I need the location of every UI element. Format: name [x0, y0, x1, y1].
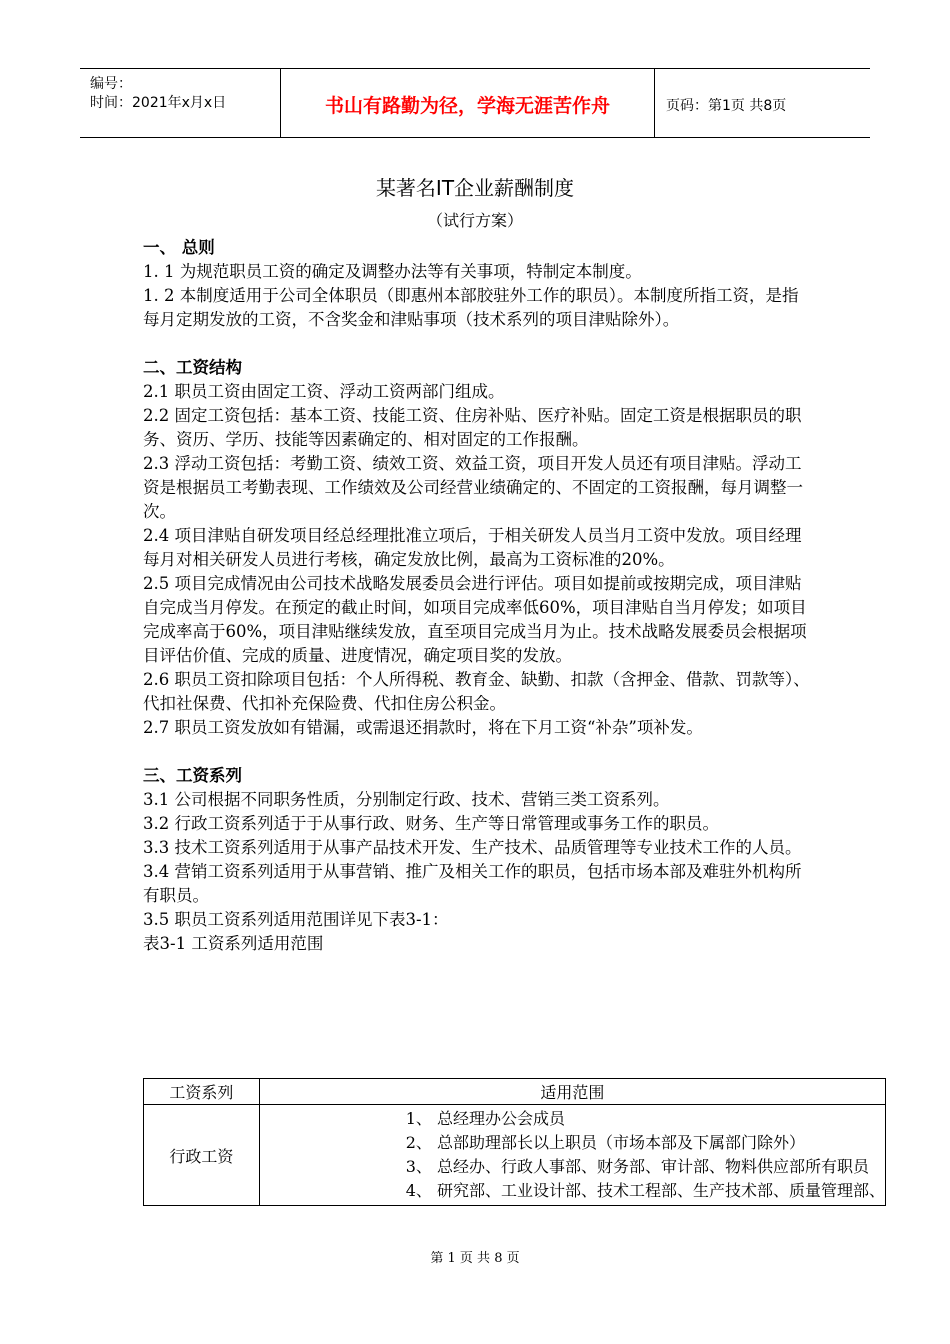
paragraph: 3.2 行政工资系列适于于从事行政、财务、生产等日常管理或事务工作的职员。: [143, 814, 719, 833]
scope-item: 4、 研究部、工业设计部、技术工程部、生产技术部、质量管理部、: [405, 1181, 885, 1200]
scope-item: 2、 总部助理部长以上职员（市场本部及下属部门除外）: [405, 1133, 805, 1152]
paragraph: 2.3 浮动工资包括：考勤工资、绩效工资、效益工资，项目开发人员还有项目津贴。浮动工资是根据员工考勤表现、工作绩效及公司经营业绩确定的、不固定的工资报酬，每月调整一次。: [143, 454, 803, 521]
paragraph: 2.5 项目完成情况由公司技术战略发展委员会进行评估。项目如提前或按期完成，项目津贴自完成当月停发。在预定的截止时间，如项目完成率低60%，项目津贴自当月停发；如项目完成率高于60%，项目津贴继续发放，直至项目完成当月为止。技术战略发展委员会根据项目评估价值、完成的质量、进度情况，确定项目奖的发放。: [143, 574, 807, 665]
section-heading: 一、 总则: [143, 238, 215, 257]
table-cell-category: 行政工资: [144, 1105, 260, 1206]
paragraph: 2.1 职员工资由固定工资、浮动工资两部门组成。: [143, 382, 505, 401]
paragraph: 2.4 项目津贴自研发项目经总经理批准立项后，于相关研发人员当月工资中发放。项目经理每月对相关研发人员进行考核，确定发放比例，最高为工资标准的20%。: [143, 526, 802, 569]
table-header-series: 工资系列: [144, 1079, 260, 1105]
header-meta: [90, 75, 226, 113]
scope-item: 3、 总经办、行政人事部、财务部、审计部、物料供应部所有职员: [405, 1157, 869, 1176]
paragraph: 3.5 职员工资系列适用范围详见下表3-1：: [143, 910, 449, 929]
paragraph-gap: [143, 332, 813, 356]
section-heading: 二、工资结构: [143, 358, 242, 377]
page-footer: 第 1 页 共 8 页: [430, 1251, 520, 1266]
paragraph: 1. 1 为规范职员工资的确定及调整办法等有关事项，特制定本制度。: [143, 262, 642, 281]
table-header-scope: 适用范围: [259, 1079, 885, 1105]
paragraph: 1. 2 本制度适用于公司全体职员（即惠州本部胶驻外工作的职员）。本制度所指工资，是指每月定期发放的工资，不含奖金和津贴事项（技术系列的项目津贴除外）。: [143, 286, 799, 329]
paragraph: 2.2 固定工资包括：基本工资、技能工资、住房补贴、医疗补贴。固定工资是根据职员的职务、资历、学历、技能等因素确定的、相对固定的工作报酬。: [143, 406, 802, 449]
table-header-row: [144, 1079, 886, 1105]
page-header: [80, 68, 870, 138]
header-divider: [654, 69, 655, 137]
paragraph: 2.6 职员工资扣除项目包括：个人所得税、教育金、缺勤、扣款（含押金、借款、罚款等）、代扣社保费、代扣补充保险费、代扣住房公积金。: [143, 670, 810, 713]
number-label: 编号：: [90, 76, 132, 92]
document-title: 某著名IT企业薪酬制度: [375, 176, 575, 200]
paragraph: 3.1 公司根据不同职务性质，分别制定行政、技术、营销三类工资系列。: [143, 790, 670, 809]
table-cell-scope: [259, 1105, 885, 1206]
table-row: [144, 1105, 886, 1206]
document-subtitle: （试行方案）: [426, 211, 523, 230]
header-page-label: 页码：第1页 共8页: [666, 98, 787, 114]
paragraph: 2.7 职员工资发放如有错漏，或需退还捐款时，将在下月工资“补杂”项补发。: [143, 718, 703, 737]
paragraph: 3.4 营销工资系列适用于从事营销、推广及相关工作的职员，包括市场本部及难驻外机构所有职员。: [143, 862, 802, 905]
header-motto: 书山有路勤为径，学海无涯苦作舟: [324, 95, 610, 117]
section-heading: 三、工资系列: [143, 766, 242, 785]
paragraph: 3.3 技术工资系列适用于从事产品技术开发、生产技术、品质管理等专业技术工作的人员。: [143, 838, 802, 857]
document-body: [143, 236, 813, 956]
salary-series-table: [143, 1078, 886, 1206]
paragraph-gap: [143, 740, 813, 764]
scope-item: 1、 总经理办公会成员: [405, 1109, 565, 1128]
paragraph: 表3-1 工资系列适用范围: [143, 934, 324, 953]
time-label: 时间：2021年x月x日: [90, 95, 227, 111]
